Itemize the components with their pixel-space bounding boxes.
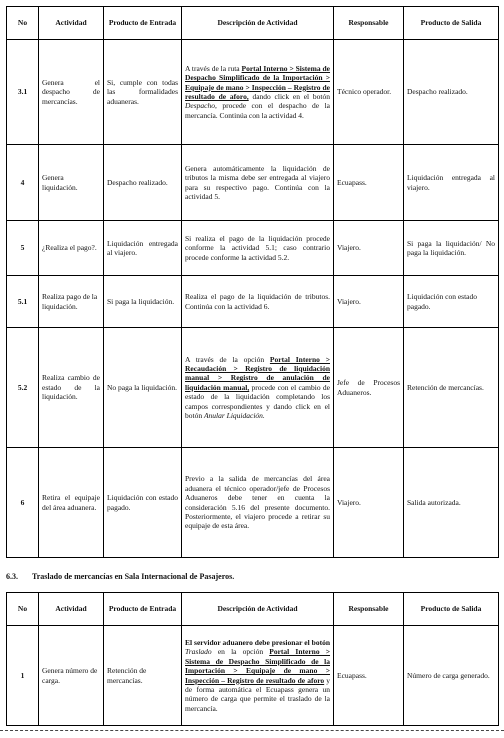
row-salida: Si paga la liquidación/ No paga la liquidación. xyxy=(404,221,499,276)
description-segment: Previo a la salida de mercancías del área aduanera el técnico operador/jefe de Procesos Aduaneros debe tener en cuenta la consideración 5.16 del presente documento. Posteriormente, el viajero procede a retirar su equipaje de esta área. xyxy=(185,474,330,531)
table-row xyxy=(7,626,499,726)
description-segment: Anular Liquidación. xyxy=(203,410,265,420)
row-actividad: ¿Realiza el pago?. xyxy=(39,221,104,276)
description-segment: Traslado xyxy=(185,647,212,657)
header-no: No xyxy=(7,7,39,40)
row-descripcion xyxy=(182,328,334,448)
header-descripcion: Descripción de Actividad xyxy=(182,593,334,626)
table-row xyxy=(7,145,499,221)
row-salida: Liquidación entregada al viajero. xyxy=(404,145,499,221)
row-no: 4 xyxy=(7,145,39,221)
header-descripcion: Descripción de Actividad xyxy=(182,7,334,40)
table-row xyxy=(7,448,499,558)
header-responsable: Responsable xyxy=(334,7,404,40)
row-entrada: Liquidación con estado pagado. xyxy=(104,448,182,558)
row-entrada: Despacho realizado. xyxy=(104,145,182,221)
header-no: No xyxy=(7,593,39,626)
table-header-row xyxy=(7,593,499,626)
row-entrada: Si, cumple con todas las formalidades aduaneras. xyxy=(104,40,182,145)
row-descripcion xyxy=(182,221,334,276)
row-entrada: Retención de mercancías. xyxy=(104,626,182,726)
description-segment: Portal Interno > Recaudación > Registro de liquidación manual > Registro de anulación de liquidación manual, xyxy=(185,354,330,392)
table-row xyxy=(7,221,499,276)
row-actividad: Genera número de carga. xyxy=(39,626,104,726)
row-no: 6 xyxy=(7,448,39,558)
row-responsable: Viajero. xyxy=(334,221,404,276)
row-responsable: Ecuapass. xyxy=(334,626,404,726)
row-no: 5.2 xyxy=(7,328,39,448)
description-segment: Realiza el pago de la liquidación de tributos. Continúa con la actividad 6. xyxy=(185,292,330,311)
row-descripcion xyxy=(182,276,334,328)
description-segment: A través de la ruta xyxy=(185,63,242,73)
row-no: 5 xyxy=(7,221,39,276)
section-heading xyxy=(6,572,248,581)
table-header-row xyxy=(7,7,499,40)
header-actividad: Actividad xyxy=(39,7,104,40)
header-producto-entrada: Producto de Entrada xyxy=(104,7,182,40)
row-salida: Número de carga generado. xyxy=(404,626,499,726)
activities-table-1 xyxy=(6,6,499,558)
row-actividad: Realiza pago de la liquidación. xyxy=(39,276,104,328)
header-responsable: Responsable xyxy=(334,593,404,626)
row-no: 1 xyxy=(7,626,39,726)
row-responsable: Técnico operador. xyxy=(334,40,404,145)
row-responsable: Ecuapass. xyxy=(334,145,404,221)
row-actividad: Realiza cambio de estado de la liquidación. xyxy=(39,328,104,448)
row-descripcion xyxy=(182,40,334,145)
description-segment: A través de la opción xyxy=(185,354,270,364)
row-entrada: Si paga la liquidación. xyxy=(104,276,182,328)
description-segment: Genera automáticamente la liquidación de tributos la misma debe ser entregada al viajero para su respectivo pago. Continúa con la actividad 5. xyxy=(185,163,330,201)
description-segment: y de forma automática el Ecuapass genera un número de carga que permite el traslado de la mercancía. xyxy=(185,675,331,713)
section-title: Traslado de mercancías en Sala Internacional de Pasajeros. xyxy=(32,572,235,581)
row-salida: Retención de mercancías. xyxy=(404,328,499,448)
row-descripcion xyxy=(182,448,334,558)
row-actividad: Retira el equipaje del área aduanera. xyxy=(39,448,104,558)
row-actividad: Genera liquidación. xyxy=(39,145,104,221)
row-salida: Liquidación con estado pagado. xyxy=(404,276,499,328)
description-segment: , procede con el despacho de la mercancía. Continúa con la actividad 4. xyxy=(185,101,330,120)
description-segment: en la opción xyxy=(211,647,270,657)
table-row xyxy=(7,40,499,145)
table-row xyxy=(7,276,499,328)
row-no: 3.1 xyxy=(7,40,39,145)
header-producto-entrada: Producto de Entrada xyxy=(104,593,182,626)
header-producto-salida: Producto de Salida xyxy=(404,593,499,626)
row-salida: Despacho realizado. xyxy=(404,40,499,145)
activities-table-2 xyxy=(6,592,499,726)
row-descripcion xyxy=(182,626,334,726)
row-responsable: Viajero. xyxy=(334,276,404,328)
description-segment: Portal Interno > Sistema de Despacho Simplificado de la Importación > Equipaje de mano > Inspección – Registro de resultado de aforo xyxy=(185,647,331,685)
row-entrada: Liquidación entregada al viajero. xyxy=(104,221,182,276)
header-actividad: Actividad xyxy=(39,593,104,626)
description-segment: dando click en el botón xyxy=(248,92,330,101)
description-segment: Despacho xyxy=(185,101,215,111)
row-actividad: Genera el despacho de mercancías. xyxy=(39,40,104,145)
row-entrada: No paga la liquidación. xyxy=(104,328,182,448)
table-row xyxy=(7,328,499,448)
row-responsable: Viajero. xyxy=(334,448,404,558)
section-number: 6.3. xyxy=(6,572,18,581)
description-segment: Portal Interno > Sistema de Despacho Simplificado de la Importación > Equipaje de mano > Inspección – Registro de resultado de aforo, xyxy=(185,63,331,101)
row-salida: Salida autorizada. xyxy=(404,448,499,558)
row-descripcion xyxy=(182,145,334,221)
description-segment: procede con el cambio de estado de la liquidación completando los campos correspondientes y dando click en el botón xyxy=(185,382,330,420)
description-segment: El servidor aduanero debe presionar el botón xyxy=(185,638,330,647)
row-responsable: Jefe de Procesos Aduaneros. xyxy=(334,328,404,448)
description-segment: Si realiza el pago de la liquidación procede conforme la actividad 5.1; caso contrario procede conforme la actividad 5.2. xyxy=(185,233,330,262)
header-producto-salida: Producto de Salida xyxy=(404,7,499,40)
page-bottom-rule xyxy=(0,730,504,731)
row-no: 5.1 xyxy=(7,276,39,328)
